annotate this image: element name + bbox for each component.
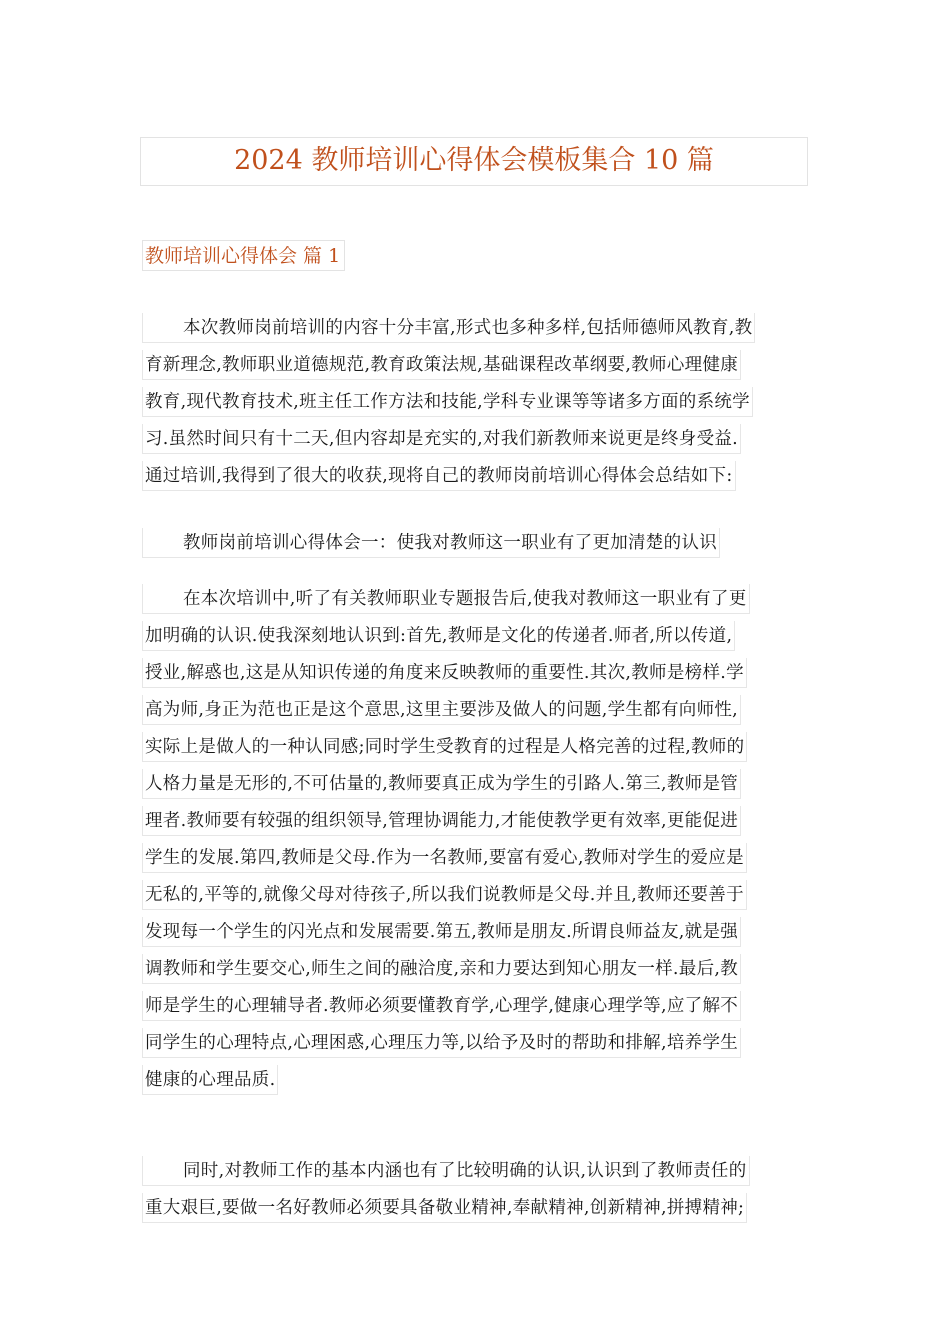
section-heading: 教师培训心得体会 篇 1 (142, 240, 345, 271)
paragraph-line: 教师岗前培训心得体会一：使我对教师这一职业有了更加清楚的认识 (142, 528, 810, 559)
paragraph-line: 发现每一个学生的闪光点和发展需要.第五,教师是朋友.所谓良师益友,就是强 (142, 917, 810, 948)
paragraph-line: 本次教师岗前培训的内容十分丰富,形式也多种多样,包括师德师风教育,教 (142, 313, 810, 344)
paragraph-line: 教育,现代教育技术,班主任工作方法和技能,学科专业课等等诸多方面的系统学 (142, 387, 810, 418)
paragraph-line: 师是学生的心理辅导者.教师必须要懂教育学,心理学,健康心理学等,应了解不 (142, 991, 810, 1022)
paragraph-line: 在本次培训中,听了有关教师职业专题报告后,使我对教师这一职业有了更 (142, 584, 810, 615)
paragraph-line: 同学生的心理特点,心理困惑,心理压力等,以给予及时的帮助和排解,培养学生 (142, 1028, 810, 1059)
paragraph-line: 调教师和学生要交心,师生之间的融洽度,亲和力要达到知心朋友一样.最后,教 (142, 954, 810, 985)
paragraph-line: 人格力量是无形的,不可估量的,教师要真正成为学生的引路人.第三,教师是管 (142, 769, 810, 800)
document-title: 2024 教师培训心得体会模板集合 10 篇 (234, 145, 714, 176)
paragraph-line: 通过培训,我得到了很大的收获,现将自己的教师岗前培训心得体会总结如下: (142, 461, 810, 492)
paragraph-line: 健康的心理品质. (142, 1065, 810, 1096)
paragraph-line: 加明确的认识.使我深刻地认识到:首先,教师是文化的传递者.师者,所以传道, (142, 621, 810, 652)
title-box (140, 137, 808, 186)
paragraph-line: 无私的,平等的,就像父母对待孩子,所以我们说教师是父母.并且,教师还要善于 (142, 880, 810, 911)
paragraph-line: 学生的发展.第四,教师是父母.作为一名教师,要富有爱心,教师对学生的爱应是 (142, 843, 810, 874)
paragraph-line: 高为师,身正为范也正是这个意思,这里主要涉及做人的问题,学生都有向师性, (142, 695, 810, 726)
paragraph-1 (142, 313, 810, 498)
paragraph-line: 实际上是做人的一种认同感;同时学生受教育的过程是人格完善的过程,教师的 (142, 732, 810, 763)
paragraph-line: 同时,对教师工作的基本内涵也有了比较明确的认识,认识到了教师责任的 (142, 1156, 810, 1187)
paragraph-3 (142, 584, 810, 1102)
paragraph-2 (142, 528, 810, 565)
paragraph-line: 授业,解惑也,这是从知识传递的角度来反映教师的重要性.其次,教师是榜样.学 (142, 658, 810, 689)
paragraph-line: 理者.教师要有较强的组织领导,管理协调能力,才能使教学更有效率,更能促进 (142, 806, 810, 837)
paragraph-line: 重大艰巨,要做一名好教师必须要具备敬业精神,奉献精神,创新精神,拼搏精神; (142, 1193, 810, 1224)
paragraph-line: 育新理念,教师职业道德规范,教育政策法规,基础课程改革纲要,教师心理健康 (142, 350, 810, 381)
paragraph-line: 习.虽然时间只有十二天,但内容却是充实的,对我们新教师来说更是终身受益. (142, 424, 810, 455)
paragraph-4 (142, 1156, 810, 1230)
